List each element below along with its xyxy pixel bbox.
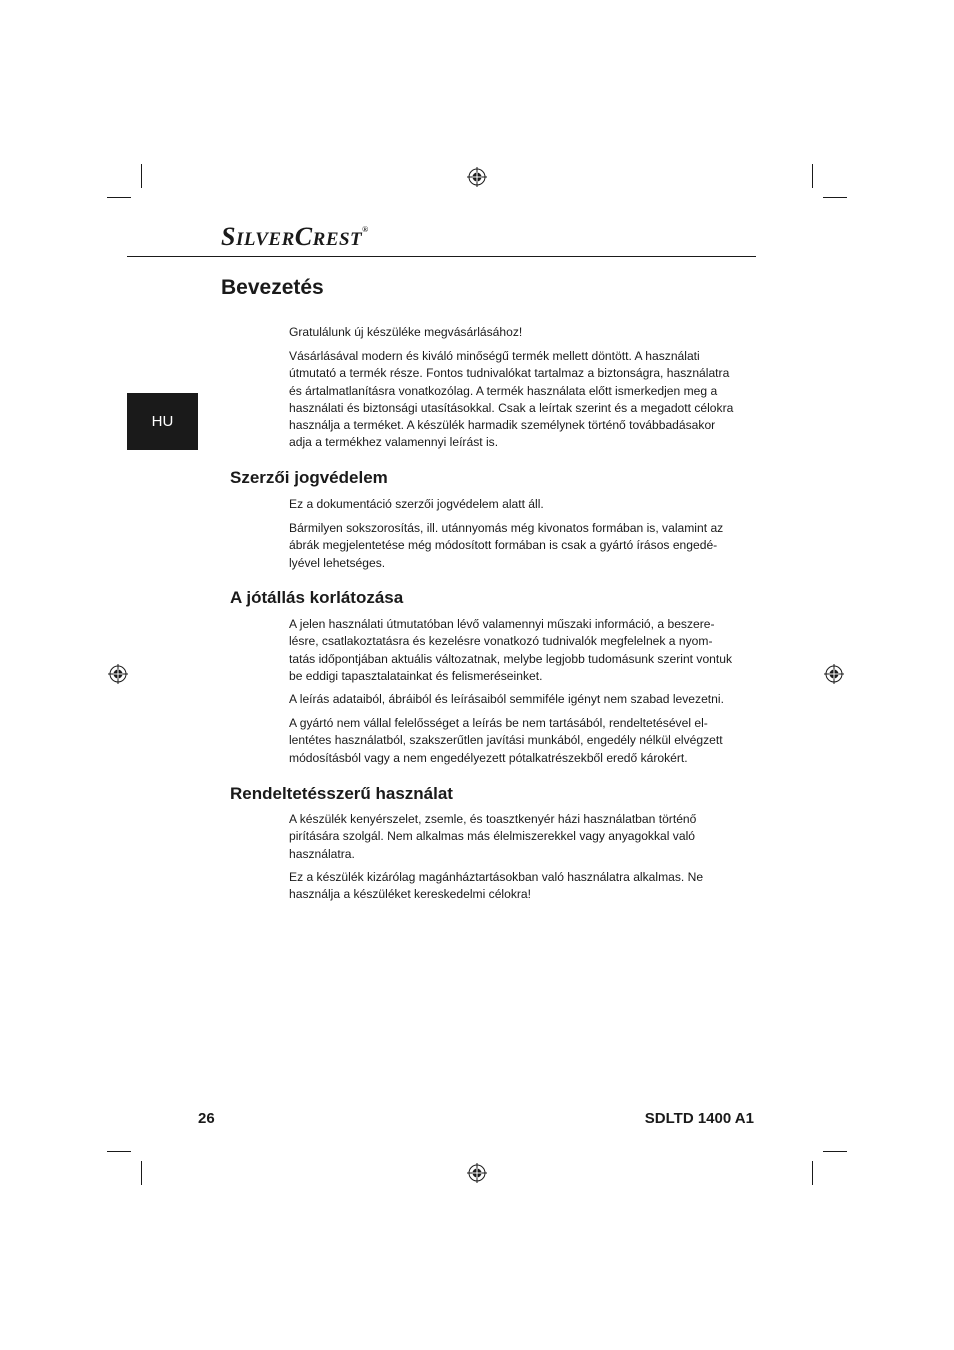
- paragraph: Ez a készülék kizárólag magánháztartásokban való használatra alkalmas. Ne használja a készüléket kereskedelmi célokra!: [289, 870, 704, 902]
- page-number: 26: [198, 1110, 215, 1127]
- page-title: Bevezetés: [221, 276, 324, 299]
- registration-mark-icon: [824, 664, 844, 684]
- crop-mark: [823, 197, 847, 198]
- registration-mark-icon: [108, 664, 128, 684]
- header-rule: [127, 256, 756, 257]
- crop-mark: [141, 164, 142, 188]
- paragraph: A jelen használati útmutatóban lévő valamennyi műszaki információ, a beszere-lésre, csatlakoztatásra és kezelésre vonatkozó tudnivalók megfelelnek a nyom-tatás időpontjában aktuális változatnak, melybe legjobb tudomásunk szerint vontuk be eddigi tapasztalatainkat és felismeréseinket.: [289, 617, 733, 683]
- logo-initial: C: [294, 222, 313, 251]
- language-tab: [127, 393, 198, 450]
- logo-text: REST: [312, 229, 363, 250]
- registration-mark-icon: [467, 1163, 487, 1183]
- section-heading: Szerzői jogvédelem: [230, 468, 388, 487]
- paragraph: A gyártó nem vállal felelősséget a leírás be nem tartásából, rendeltetésével el-lentétes használatból, szakszerűtlen javítási munkából, engedély nélkül elvégzett módosításból vagy a nem engedélyezett pótalkatrészekből eredő károkért.: [289, 716, 723, 765]
- section-heading: A jótállás korlátozása: [230, 588, 404, 607]
- model-number: SDLTD 1400 A1: [644, 1110, 754, 1127]
- paragraph: Bármilyen sokszorosítás, ill. utánnyomás még kivonatos formában is, valamint az ábrák megjelentetése még módosított formában is csak a gyártó írásos engedé-lyével lehetséges.: [289, 521, 724, 570]
- crop-mark: [812, 164, 813, 188]
- section-heading: Rendeltetésszerű használat: [230, 784, 453, 803]
- crop-mark: [141, 1161, 142, 1185]
- crop-mark: [812, 1161, 813, 1185]
- logo-initial: S: [221, 222, 236, 251]
- crop-mark: [823, 1151, 847, 1152]
- crop-mark: [107, 197, 131, 198]
- language-tab-label: HU: [151, 413, 174, 430]
- paragraph: A leírás adataiból, ábráiból és leírásaiból semmiféle igényt nem szabad levezetni.: [289, 692, 724, 706]
- logo-text: ILVER: [235, 229, 295, 250]
- registration-mark-icon: [467, 167, 487, 187]
- brand-logo: [221, 222, 369, 252]
- paragraph: Ez a dokumentáció szerzői jogvédelem alatt áll.: [289, 497, 544, 511]
- paragraph: Vásárlásával modern és kiváló minőségű termék mellett döntött. A használati útmutató a termék része. Fontos tudnivalókat tartalmaz a biztonságra, használatra és ártalmatlanításra vonatkozólag. A termék használata előtt ismerkedjen meg a használati és biztonsági utasításokkal. Csak a leírtak szerint és a megadott célokra használja a terméket. A készülék harmadik személynek történő továbbadásakor adja a termékhez valamennyi leírást is.: [289, 349, 734, 450]
- paragraph: Gratulálunk új készüléke megvásárlásához!: [289, 325, 523, 339]
- paragraph: A készülék kenyérszelet, zsemle, és toasztkenyér házi használatban történő pirítására szolgál. Nem alkalmas más élelmiszerekkel vagy anyagokkal való használatra.: [289, 812, 697, 861]
- registered-mark: ®: [362, 225, 369, 234]
- crop-mark: [107, 1151, 131, 1152]
